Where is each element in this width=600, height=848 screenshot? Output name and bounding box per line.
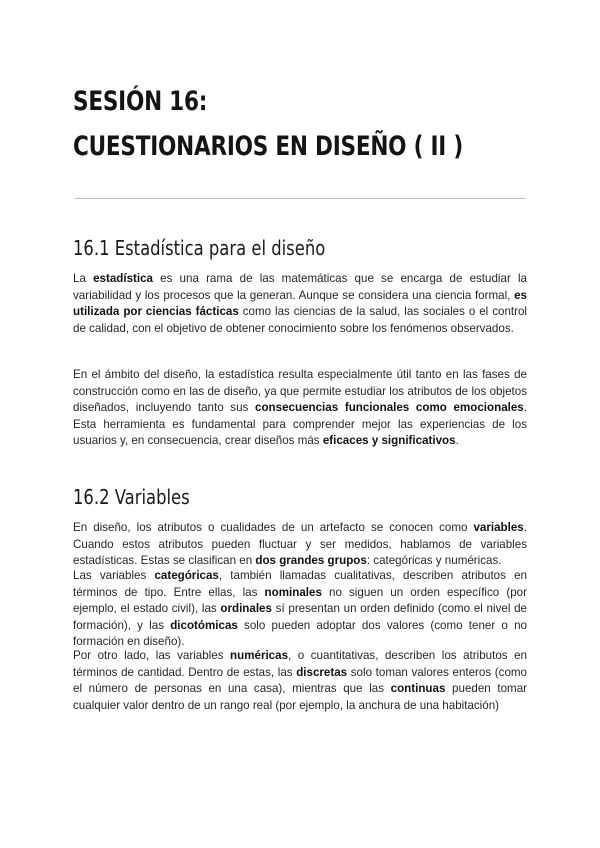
paragraph xyxy=(73,367,527,450)
text-run: solo toman valores enteros (como el número de personas en una casa), mientras que las xyxy=(73,665,527,696)
bold-term: es utilizada por ciencias fácticas xyxy=(73,288,527,319)
text-run: . Cuando estos atributos pueden fluctuar y ser medidos, hablamos de variables estadísticas. Estas se clasifican en xyxy=(73,521,527,568)
bold-term: continuas xyxy=(390,682,446,696)
text-run: En diseño, los atributos o cualidades de un artefacto se conocen como xyxy=(73,521,474,534)
text-run: sí presentan un orden definido (como el nivel de formación), y las xyxy=(73,602,528,632)
text-run: La xyxy=(73,272,94,285)
section-heading-estadistica: 16.1 Estadística para el diseño xyxy=(73,236,326,260)
text-run: . Esta herramienta es fundamental para comprender mejor las experiencias de los usuarios y, en consecuencia, crear diseños más xyxy=(73,401,527,448)
page-title xyxy=(73,79,560,169)
text-run: como las ciencias de la salud, las sociales o el control de calidad, con el objetivo de obtener conocimiento sobre los fenómenos observados. xyxy=(73,305,527,335)
bold-term: ordinales xyxy=(220,602,272,616)
bold-term: dicotómicas xyxy=(170,618,238,632)
title-line-1: SESIÓN 16: xyxy=(73,86,208,117)
text-run: En el ámbito del diseño, la estadística resulta especialmente útil tanto en las fases de construcción como en las de diseño, ya que permite estudiar los atributos de los objetos diseñados, incluyendo tanto sus xyxy=(73,368,527,415)
text-run: . xyxy=(455,434,459,448)
text-run: es una rama de las matemáticas que se encarga de estudiar la variabilidad y los procesos que la generan. Aunque se considera una ciencia formal, xyxy=(73,272,527,302)
text-run: Por otro lado, las variables xyxy=(73,649,231,662)
paragraph xyxy=(73,648,527,714)
title-divider xyxy=(75,198,526,199)
bold-term: nominales xyxy=(264,585,322,599)
bold-term: eficaces y significativos xyxy=(322,434,456,448)
bold-term: numéricas xyxy=(230,649,289,662)
text-run: : categóricas y numéricas. xyxy=(366,554,502,568)
text-run: no siguen un orden específico (por ejemplo, el estado civil), las xyxy=(73,585,527,616)
text-run: pueden tomar cualquier valor dentro de un rango real (por ejemplo, la anchura de una habitación) xyxy=(73,682,528,712)
paragraph xyxy=(73,271,527,337)
text-run: , o cuantitativas, describen los atributos en términos de cantidad. Dentro de estas, las xyxy=(73,649,527,679)
bold-term: discretas xyxy=(296,665,348,679)
text-run: Las variables xyxy=(73,569,155,582)
bold-term: consecuencias funcionales como emocionales xyxy=(255,401,524,415)
title-line-2: CUESTIONARIOS EN DISEÑO ( II ) xyxy=(73,131,463,162)
bold-term: variables xyxy=(473,521,524,534)
section-heading-variables: 16.2 Variables xyxy=(73,485,190,509)
paragraph xyxy=(73,568,527,651)
paragraph xyxy=(73,520,527,570)
text-run: solo pueden adoptar dos valores (como tener o no formación en diseño). xyxy=(73,618,527,649)
text-run: , también llamadas cualitativas, describen atributos en términos de tipo. Entre ellas, las xyxy=(73,569,527,599)
bold-term: categóricas xyxy=(154,569,219,582)
bold-term: dos grandes grupos xyxy=(255,554,367,568)
bold-term: estadística xyxy=(93,272,153,285)
